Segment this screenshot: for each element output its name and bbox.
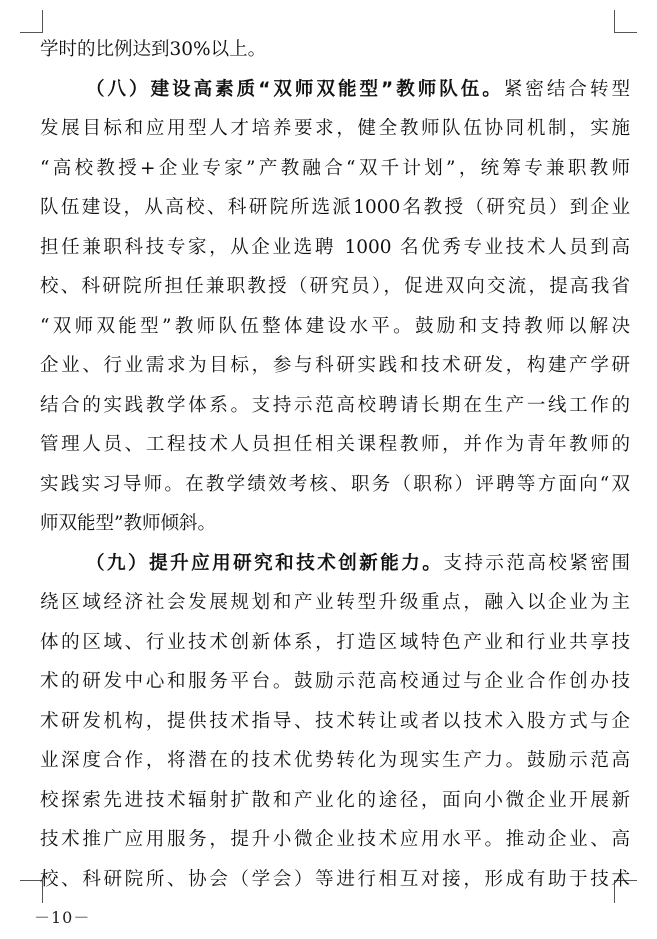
text-line: 技术推广应用服务，提升小微企业技术应用水平。推动企业、高 (40, 829, 630, 850)
text-line: 支持示范高校紧密围 (443, 552, 630, 574)
text-line: 担任兼职科技专家，从企业选聘 1000 名优秀专业技术人员到高 (40, 236, 630, 258)
text-line: 发展目标和应用型人才培养要求，健全教师队伍协同机制，实施 (40, 118, 630, 139)
page-number: －10－ (34, 908, 91, 927)
text-line: 业深度合作，将潜在的技术优势转化为现实生产力。鼓励示范高 (40, 750, 630, 771)
text-line: 管理人员、工程技术人员担任相关课程教师，并作为青年教师的 (40, 434, 630, 455)
text-line: 队伍建设，从高校、科研院所选派1000名教授（研究员）到企业 (40, 197, 630, 218)
section-9-heading (86, 553, 443, 574)
text-line: 结合的实践教学体系。支持示范高校聘请长期在生产一线工作的 (40, 394, 630, 416)
section-8-marker: （八） (86, 78, 151, 100)
section-9-title: 提升应用研究和技术创新能力。 (149, 552, 444, 574)
text-line: 学时的比例达到30%以上。 (40, 39, 267, 60)
text-line: 体的区域、行业技术创新体系，打造区域特色产业和行业共享技 (40, 631, 630, 653)
document-body (40, 30, 630, 899)
section-9-first-line (40, 544, 630, 584)
text-line: 校、科研院所担任兼职教授（研究员），促进双向交流，提高我省 (40, 276, 630, 297)
text-line: 实践实习导师。在教学绩效考核、职务（职称）评聘等方面向“双 (40, 473, 630, 495)
text-line: 绕区域经济社会发展规划和产业转型升级重点，融入以企业为主 (40, 592, 630, 613)
text-line: “高校教授+企业专家”产教融合“双千计划”，统筹专兼职教师 (40, 157, 630, 179)
text-line: 术研发机构，提供技术指导、技术转让或者以技术入股方式与企 (40, 710, 630, 732)
text-line: 术的研发中心和服务平台。鼓励示范高校通过与企业合作创办技 (40, 671, 630, 692)
text-line: 紧密结合转型 (503, 78, 630, 100)
section-8-first-line (40, 70, 630, 110)
text-line: “双师双能型”教师队伍整体建设水平。鼓励和支持教师以解决 (40, 315, 630, 337)
section-8-title: 建设高素质“双师双能型”教师队伍。 (150, 78, 504, 100)
section-8-heading (86, 79, 504, 100)
section-9-marker: （九） (86, 552, 150, 574)
text-line: 校、科研院所、协会（学会）等进行相互对接，形成有助于技术 (40, 868, 630, 890)
text-line: 师双能型”教师倾斜。 (40, 513, 216, 534)
text-line: 校探索先进技术辐射扩散和产业化的途径，面向小微企业开展新 (40, 789, 630, 811)
text-line: 企业、行业需求为目标，参与科研实践和技术研发，构建产学研 (40, 355, 630, 376)
